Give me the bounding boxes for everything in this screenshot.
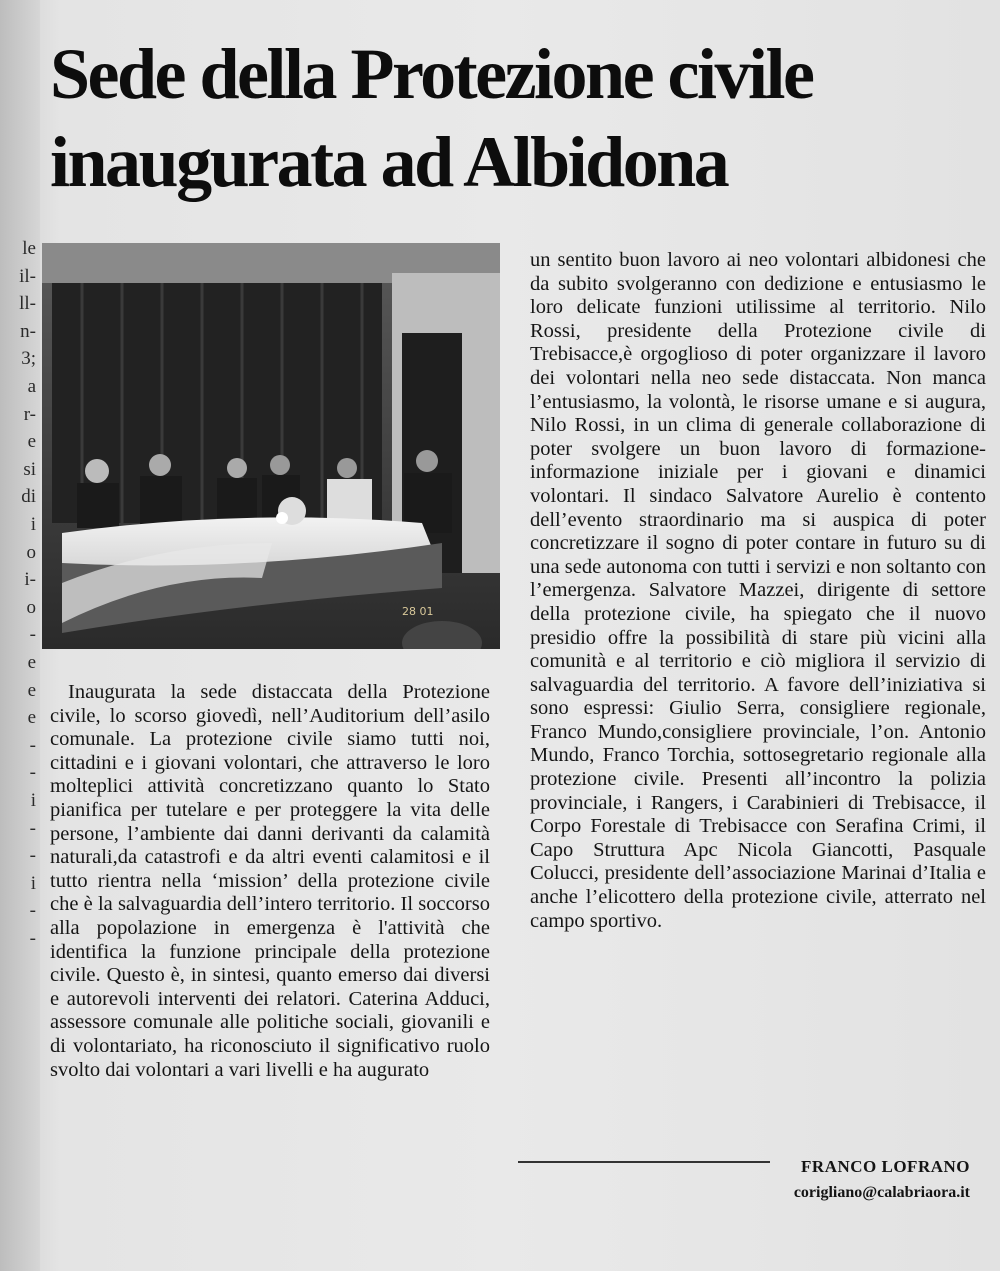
adjacent-column-fragment: e bbox=[27, 679, 36, 701]
adjacent-column-fragment: - bbox=[29, 900, 36, 922]
article-headline bbox=[50, 30, 980, 206]
adjacent-column-fragment: - bbox=[29, 624, 36, 646]
adjacent-column-fragment: - bbox=[29, 762, 36, 784]
adjacent-column-fragment: - bbox=[29, 817, 36, 839]
adjacent-column-fragment: e bbox=[27, 431, 36, 453]
adjacent-column-fragment: 3; bbox=[21, 348, 36, 370]
adjacent-column-fragment: i bbox=[30, 790, 36, 811]
byline-author: FRANCO LOFRANO bbox=[801, 1157, 970, 1176]
adjacent-column-fragment: n- bbox=[20, 320, 36, 342]
article-body-left-column: Inaugurata la sede distaccata della Protezione civile, lo scorso giovedì, nell’Auditorium dell’asilo comunale. La protezione civile siamo tutti noi, cittadini e i giovani volontari, che attraverso le loro molteplici attività concretizzano quanto lo Stato pianifica per tutelare e per proteggere la vita delle persone, l’ambiente dai danni derivanti da calamità naturali,da catastrofi e da altri eventi calamitosi e il tutto rientra nella ‘mission’ della protezione civile che è la salvaguardia dell’intero territorio. Il soccorso alla popolazione in emergenza è l'attività che identifica la funzione principale della protezione civile. Questo è, in sintesi, quanto emerso dai diversi e autorevoli interventi dei relatori. Caterina Adduci, assessore comunale alle politiche sociali, giovanili e di volontariato, ha riconosciuto il significativo ruolo svolto dai volontari a vari livelli e ha augurato bbox=[50, 681, 490, 1081]
headline-line-1: Sede della Protezione civile bbox=[50, 34, 813, 114]
adjacent-column-fragment: - bbox=[29, 845, 36, 867]
adjacent-column-fragment: o bbox=[26, 541, 36, 563]
adjacent-column-fragment: o bbox=[26, 596, 36, 618]
adjacent-column-fragment: r- bbox=[23, 403, 36, 425]
adjacent-column-fragment: e bbox=[27, 707, 36, 729]
adjacent-column-fragment: - bbox=[29, 928, 36, 949]
adjacent-column-fragment: si bbox=[23, 458, 36, 480]
adjacent-column-fragment: i- bbox=[24, 569, 36, 591]
article-photo bbox=[42, 243, 500, 649]
adjacent-column-fragment: a bbox=[27, 376, 36, 397]
byline-email: corigliano@calabriaora.it bbox=[793, 1184, 970, 1201]
adjacent-column-fragment: di bbox=[21, 486, 36, 508]
adjacent-column-fragment: il- bbox=[19, 265, 36, 287]
conference-table-photo bbox=[42, 243, 500, 649]
headline-line-2: inaugurata ad Albidona bbox=[50, 122, 728, 202]
adjacent-column-fragment: i bbox=[30, 872, 36, 894]
byline-rule bbox=[518, 1161, 770, 1163]
adjacent-column-fragment: le bbox=[22, 238, 36, 259]
adjacent-column-fragment: ll- bbox=[19, 293, 36, 315]
photo-date-stamp: 28 01 bbox=[402, 605, 434, 618]
adjacent-column-fragment: i bbox=[30, 514, 36, 535]
adjacent-column-fragment: - bbox=[29, 734, 36, 756]
adjacent-column-fragment: e bbox=[27, 652, 36, 673]
article-body-right-column: un sentito buon lavoro ai neo volontari albidonesi che da subito svolgeranno con dedizione e entusiasmo le loro delicate funzioni utilissime al territorio. Nilo Rossi, presidente della Protezione civile di Trebisacce,è orgoglioso di poter organizzare il lavoro dei volontari nella neo sede distaccata. Non manca l’entusiasmo, la volontà, le risorse umane e si augura, Nilo Rossi, in un clima di generale collaborazione di poter svolgere un buon lavoro di formazione-informazione iniziale per i giovani e dinamici volontari. Il sindaco Salvatore Aurelio è contento dell’evento straordinario ma si auspica di poter concretizzare il sogno di poter contare in futuro su di una sede autonoma con tutti i servizi e non soltanto con l’emergenza. Salvatore Mazzei, dirigente di settore della protezione civile, ha spiegato che il nuovo presidio offre la possibilità di stare più vicini alla comunità e al territorio e ciò migliora il servizio di salvaguardia del territorio. A favore dell’iniziativa si sono espressi: Giulio Serra, consigliere regionale, Franco Mundo,consigliere provinciale, l’on. Antonio Mundo, Franco Torchia, sottosegretario regionale alla protezione civile. Presenti all’incontro la polizia provinciale, i Rangers, i Carabinieri di Trebisacce, il Corpo Forestale di Trebisacce con Serafina Crimi, il Capo Struttura Apc Nicola Giancotti, Pasquale Colucci, presidente dell’associazione Marinai d’Italia e anche l’elicottero della protezione civile, atterrato nel campo sportivo. bbox=[530, 249, 986, 932]
